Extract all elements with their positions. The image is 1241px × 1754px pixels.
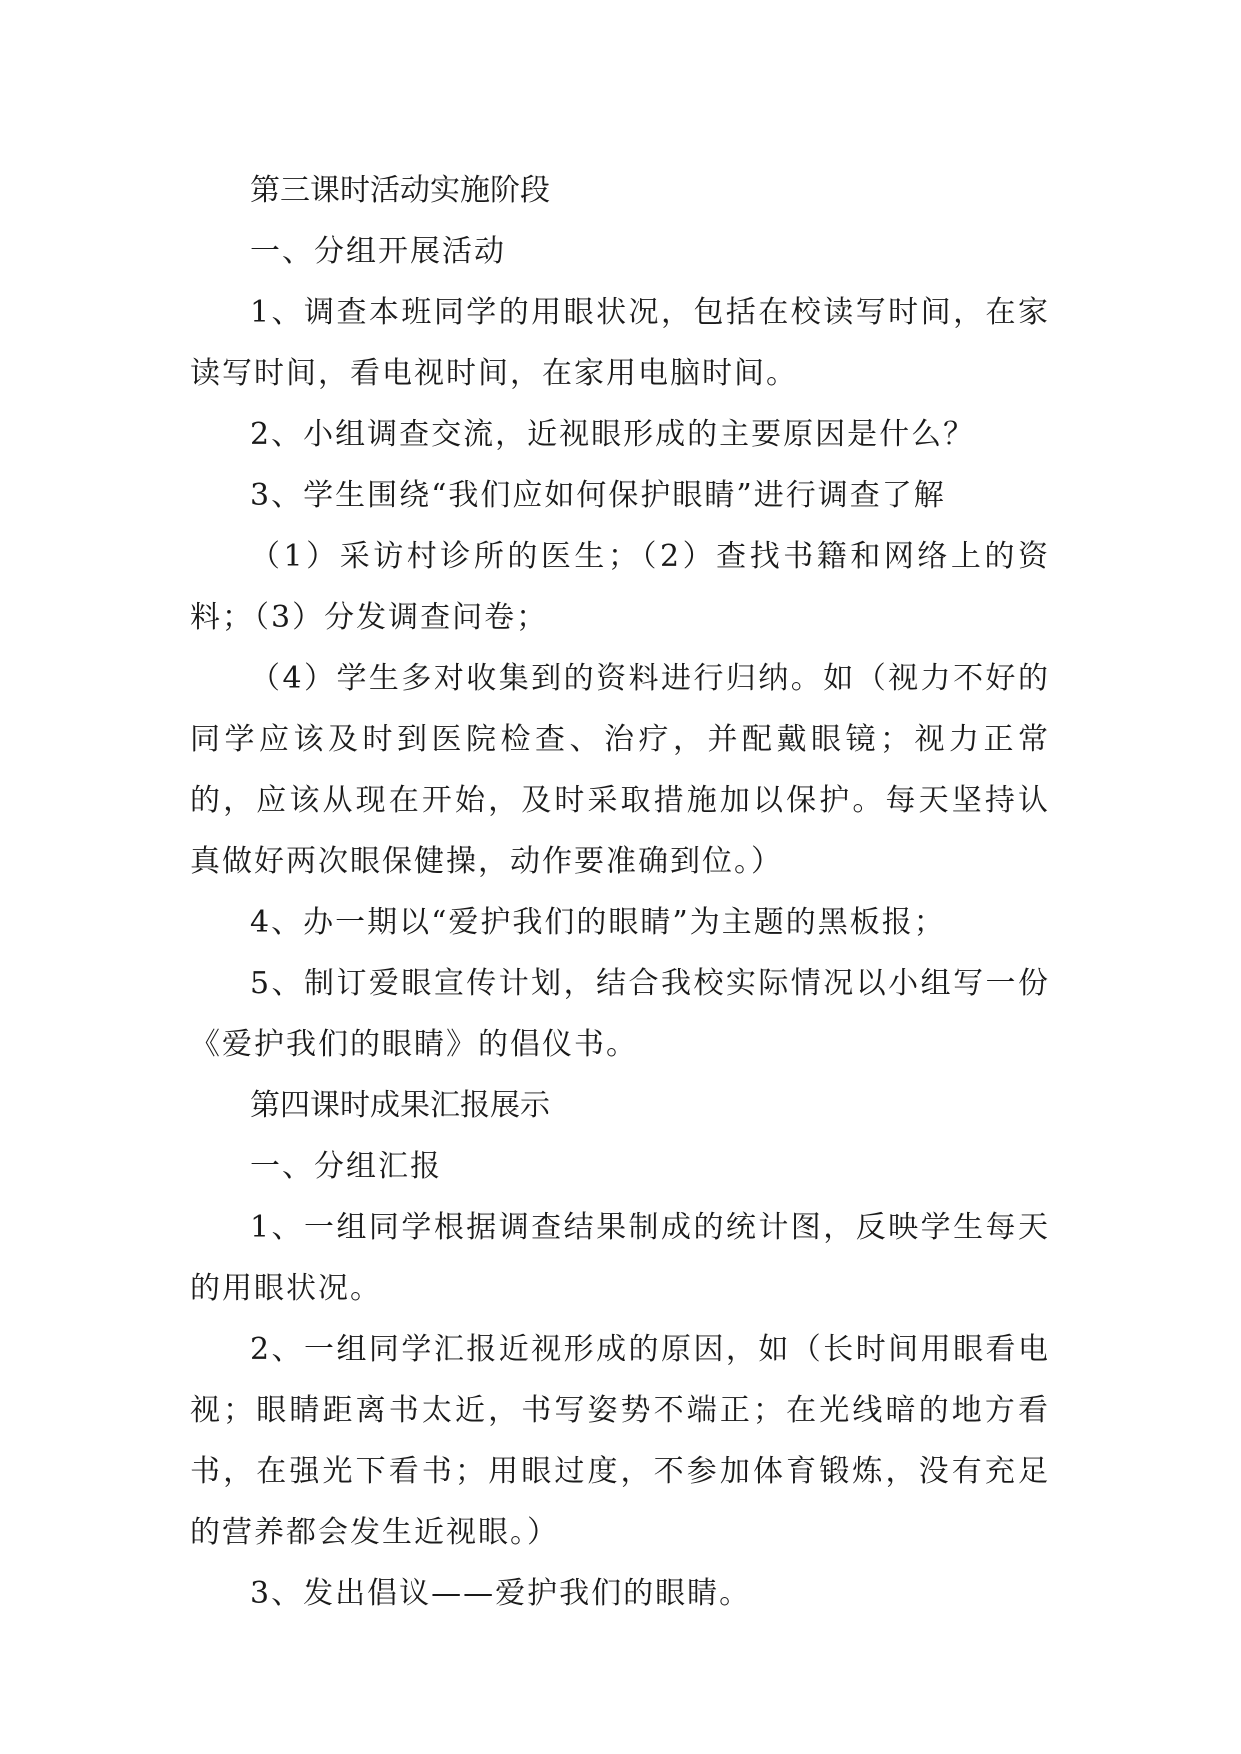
section-group-reports: 一、分组汇报 — [250, 1149, 442, 1184]
document-body — [190, 160, 1050, 1624]
item-survey-eye-use: 1、调查本班同学的用眼状况，包括在校读写时间，在家读写时间，看电视时间，在家用电脑时间。 — [190, 295, 1050, 391]
item-blackboard-newspaper: 4、办一期以“爱护我们的眼睛”为主题的黑板报； — [250, 905, 946, 940]
item-survey-methods: （1）采访村诊所的医生；（2）查找书籍和网络上的资料；（3）分发调查问卷； — [190, 539, 1050, 635]
lesson-four-heading: 第四课时成果汇报展示 — [250, 1088, 550, 1123]
report-statistics-chart: 1、一组同学根据调查结果制成的统计图，反映学生每天的用眼状况。 — [190, 1210, 1050, 1306]
section-group-activities: 一、分组开展活动 — [250, 234, 506, 269]
item-protect-eyes-survey: 3、学生围绕“我们应如何保护眼睛”进行调查了解 — [250, 478, 946, 513]
item-summarize-materials: （4）学生多对收集到的资料进行归纳。如（视力不好的同学应该及时到医院检查、治疗，并配戴眼镜；视力正常的，应该从现在开始，及时采取措施加以保护。每天坚持认真做好两次眼保健操，动作要准确到位。） — [190, 661, 1050, 879]
item-proposal-letter: 5、制订爱眼宣传计划，结合我校实际情况以小组写一份《爱护我们的眼睛》的倡仪书。 — [190, 966, 1050, 1062]
item-group-discussion: 2、小组调查交流，近视眼形成的主要原因是什么？ — [250, 417, 976, 452]
report-proposal: 3、发出倡议——爱护我们的眼睛。 — [250, 1576, 752, 1611]
lesson-three-heading: 第三课时活动实施阶段 — [250, 173, 550, 208]
report-myopia-causes: 2、一组同学汇报近视形成的原因，如（长时间用眼看电视；眼睛距离书太近，书写姿势不端正；在光线暗的地方看书，在强光下看书；用眼过度，不参加体育锻炼，没有充足的营养都会发生近视眼。） — [190, 1332, 1050, 1550]
